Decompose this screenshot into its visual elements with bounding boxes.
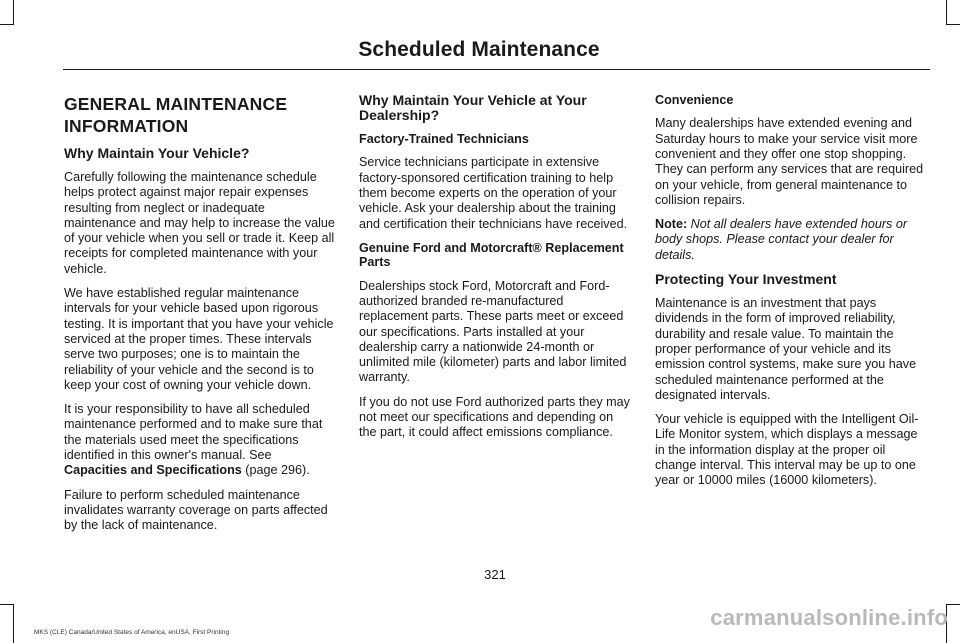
crop-mark-top-left (0, 0, 14, 25)
header-divider (63, 69, 930, 70)
subheading-why-maintain: Why Maintain Your Vehicle? (64, 145, 250, 161)
footer-edition: MKS (CLE) Canada/United States of America, enUSA, First Printing (34, 629, 230, 636)
subheading-dealership: Why Maintain Your Vehicle at Your Dealership? (359, 92, 587, 123)
section-heading-line2: INFORMATION (64, 116, 189, 136)
subheading-protecting: Protecting Your Investment (655, 271, 837, 288)
page-reference: (page 296). (241, 463, 310, 478)
paragraph-with-reference (64, 402, 336, 478)
note-label: Note: (655, 217, 688, 232)
section-heading-line1: GENERAL MAINTENANCE (64, 94, 288, 114)
paragraph: Failure to perform scheduled maintenance invalidates warranty coverage on parts affected by the lack of maintenance. (64, 487, 328, 533)
paragraph-text: It is your responsibility to have all scheduled maintenance performed and to make sure that the materials used meet the specifications identified in this owner's manual. See (64, 402, 323, 463)
capacities-specifications-link[interactable]: Capacities and Specifications (64, 463, 242, 478)
paragraph: Many dealerships have extended evening and Saturday hours to make your service visit more convenient and they offer one stop shopping. They can perform any services that are required on your vehicle, from general maintenance to collision repairs. (655, 116, 924, 207)
column-left (64, 93, 336, 543)
watermark: carmanualsonline.info (710, 605, 948, 630)
subheading-convenience: Convenience (655, 93, 734, 107)
crop-mark-bottom-left (0, 604, 14, 643)
column-right (655, 93, 927, 498)
paragraph: If you do not use Ford authorized parts they may not meet our specifications and depending on the part, it could affect emissions compliance. (359, 394, 630, 440)
paragraph: Carefully following the maintenance schedule helps protect against major repair expenses resulting from neglect or inadequate maintenance and may help to increase the value of your vehicle when you sell or trade it. Keep all receipts for completed maintenance with your vehicle. (64, 170, 335, 276)
note (655, 217, 927, 263)
column-middle (359, 93, 631, 450)
section-heading (64, 93, 336, 137)
subheading-parts: Genuine Ford and Motorcraft® Replacement Parts (359, 240, 624, 270)
paragraph: Your vehicle is equipped with the Intelligent Oil-Life Monitor system, which displays a message in the information display at the proper oil change interval. This interval may be up to one year or 10000 miles (16000 kilometers). (655, 412, 919, 488)
crop-mark-bottom-right (946, 604, 960, 643)
paragraph: We have established regular maintenance intervals for your vehicle based upon rigorous testing. It is important that you have your vehicle serviced at the proper times. These intervals serve two purposes; one is to maintain the reliability of your vehicle and the second is to keep your cost of owning your vehicle down. (64, 286, 334, 392)
paragraph: Dealerships stock Ford, Motorcraft and Ford-authorized branded re-manufactured replacement parts. These parts meet or exceed our specifications. Parts installed at your dealership carry a nationwide 24-month or unlimited mile (kilometer) parts and labor limited warranty. (359, 278, 627, 385)
page-number: 321 (484, 567, 506, 582)
subheading-technicians: Factory-Trained Technicians (359, 132, 529, 146)
paragraph: Service technicians participate in extensive factory-sponsored certification training to help them become experts on the operation of your vehicle. Ask your dealership about the training and certification their technicians have received. (359, 155, 628, 231)
crop-mark-top-right (946, 0, 960, 25)
note-text: Not all dealers have extended hours or body shops. Please contact your dealer for details. (655, 217, 908, 262)
page-title: Scheduled Maintenance (358, 38, 600, 61)
paragraph: Maintenance is an investment that pays dividends in the form of improved reliability, durability and resale value. To maintain the proper performance of your vehicle and its emission control systems, make sure you have scheduled maintenance performed at the designated intervals. (655, 296, 917, 402)
